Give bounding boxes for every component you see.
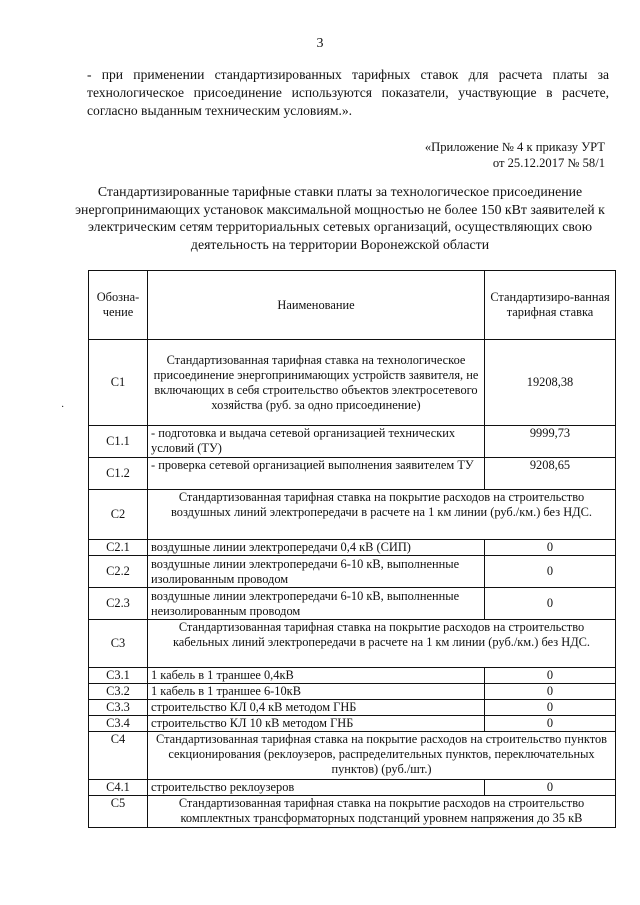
row-code: C5 xyxy=(89,796,148,828)
row-name: Стандартизованная тарифная ставка на покрытие расходов на строительство пунктов секционирования (реклоузеров, распределительных пунктов, переключательных пунктов) (руб./шт.) xyxy=(148,732,616,780)
row-name: - подготовка и выдача сетевой организацией технических условий (ТУ) xyxy=(148,426,485,458)
appendix-line-2: от 25.12.2017 № 58/1 xyxy=(492,156,605,170)
row-code: C3 xyxy=(89,620,148,668)
row-name: Стандартизованная тарифная ставка на покрытие расходов на строительство кабельных линий электропередачи в расчете на 1 км линии (руб./км.) без НДС. xyxy=(148,620,616,668)
row-rate: 0 xyxy=(485,668,616,684)
row-name: строительство реклоузеров xyxy=(148,780,485,796)
row-code: C2 xyxy=(89,490,148,540)
table-row xyxy=(89,490,616,540)
row-code: C3.3 xyxy=(89,700,148,716)
table-row xyxy=(89,458,616,490)
row-code: C2.3 xyxy=(89,588,148,620)
row-name: Стандартизованная тарифная ставка на покрытие расходов на строительство воздушных линий электропередачи в расчете на 1 км линии (руб./км.) без НДС. xyxy=(148,490,616,540)
row-rate: 0 xyxy=(485,556,616,588)
table-row xyxy=(89,426,616,458)
row-name: - проверка сетевой организацией выполнения заявителем ТУ xyxy=(148,458,485,490)
row-name: воздушные линии электропередачи 0,4 кВ (СИП) xyxy=(148,540,485,556)
row-rate: 0 xyxy=(485,780,616,796)
table-row xyxy=(89,796,616,828)
table-row xyxy=(89,716,616,732)
row-name: воздушные линии электропередачи 6-10 кВ, выполненные изолированным проводом xyxy=(148,556,485,588)
row-name: 1 кабель в 1 траншее 0,4кВ xyxy=(148,668,485,684)
row-rate: 19208,38 xyxy=(485,340,616,426)
row-rate: 0 xyxy=(485,700,616,716)
row-rate: 9208,65 xyxy=(485,458,616,490)
appendix-line-1: «Приложение № 4 к приказу УРТ xyxy=(424,140,605,154)
row-rate: 0 xyxy=(485,540,616,556)
row-name: строительство КЛ 0,4 кВ методом ГНБ xyxy=(148,700,485,716)
table-row xyxy=(89,588,616,620)
row-rate: 0 xyxy=(485,588,616,620)
appendix-reference xyxy=(425,139,605,171)
row-name: воздушные линии электропередачи 6-10 кВ, выполненные неизолированным проводом xyxy=(148,588,485,620)
row-code: C3.4 xyxy=(89,716,148,732)
row-code: C1.1 xyxy=(89,426,148,458)
table-row xyxy=(89,732,616,780)
document-title: Стандартизированные тарифные ставки платы за технологическое присоединение энергопринимающих установок максимальной мощностью не более 150 кВт заявителей к электрическим сетям территориальных сетевых организаций, осуществляющих свою деятельность на территории Воронежской области xyxy=(75,184,605,252)
margin-mark: · xyxy=(61,402,65,413)
row-name: Стандартизованная тарифная ставка на технологическое присоединение энергопринимающих устройств заявителя, не включающих в себя строительство объектов электросетевого хозяйства (руб. за одно присоединение) xyxy=(148,340,485,426)
header-code: Обозна-чение xyxy=(89,271,148,340)
table-row xyxy=(89,340,616,426)
table-header-row xyxy=(89,271,616,340)
row-code: C2.2 xyxy=(89,556,148,588)
tariff-table xyxy=(88,270,616,828)
table-row xyxy=(89,780,616,796)
intro-paragraph: - при применении стандартизированных тарифных ставок для расчета платы за технологическое присоединение используются показатели, участвующие в расчете, согласно выданным техническим условиям.». xyxy=(87,67,609,118)
row-rate: 9999,73 xyxy=(485,426,616,458)
row-name: Стандартизованная тарифная ставка на покрытие расходов на строительство комплектных трансформаторных подстанций уровнем напряжения до 35 кВ xyxy=(148,796,616,828)
header-rate: Стандартизиро-ванная тарифная ставка xyxy=(485,271,616,340)
row-code: C3.2 xyxy=(89,684,148,700)
table-row xyxy=(89,700,616,716)
row-code: C1.2 xyxy=(89,458,148,490)
row-rate: 0 xyxy=(485,684,616,700)
table-row xyxy=(89,620,616,668)
row-name: 1 кабель в 1 траншее 6-10кВ xyxy=(148,684,485,700)
page-number: 3 xyxy=(316,36,324,51)
row-name: строительство КЛ 10 кВ методом ГНБ xyxy=(148,716,485,732)
row-code: C4.1 xyxy=(89,780,148,796)
header-name: Наименование xyxy=(148,271,485,340)
row-rate: 0 xyxy=(485,716,616,732)
table-row xyxy=(89,684,616,700)
table-row xyxy=(89,540,616,556)
row-code: C2.1 xyxy=(89,540,148,556)
table-row xyxy=(89,556,616,588)
table-row xyxy=(89,668,616,684)
row-code: C4 xyxy=(89,732,148,780)
row-code: C3.1 xyxy=(89,668,148,684)
row-code: C1 xyxy=(89,340,148,426)
